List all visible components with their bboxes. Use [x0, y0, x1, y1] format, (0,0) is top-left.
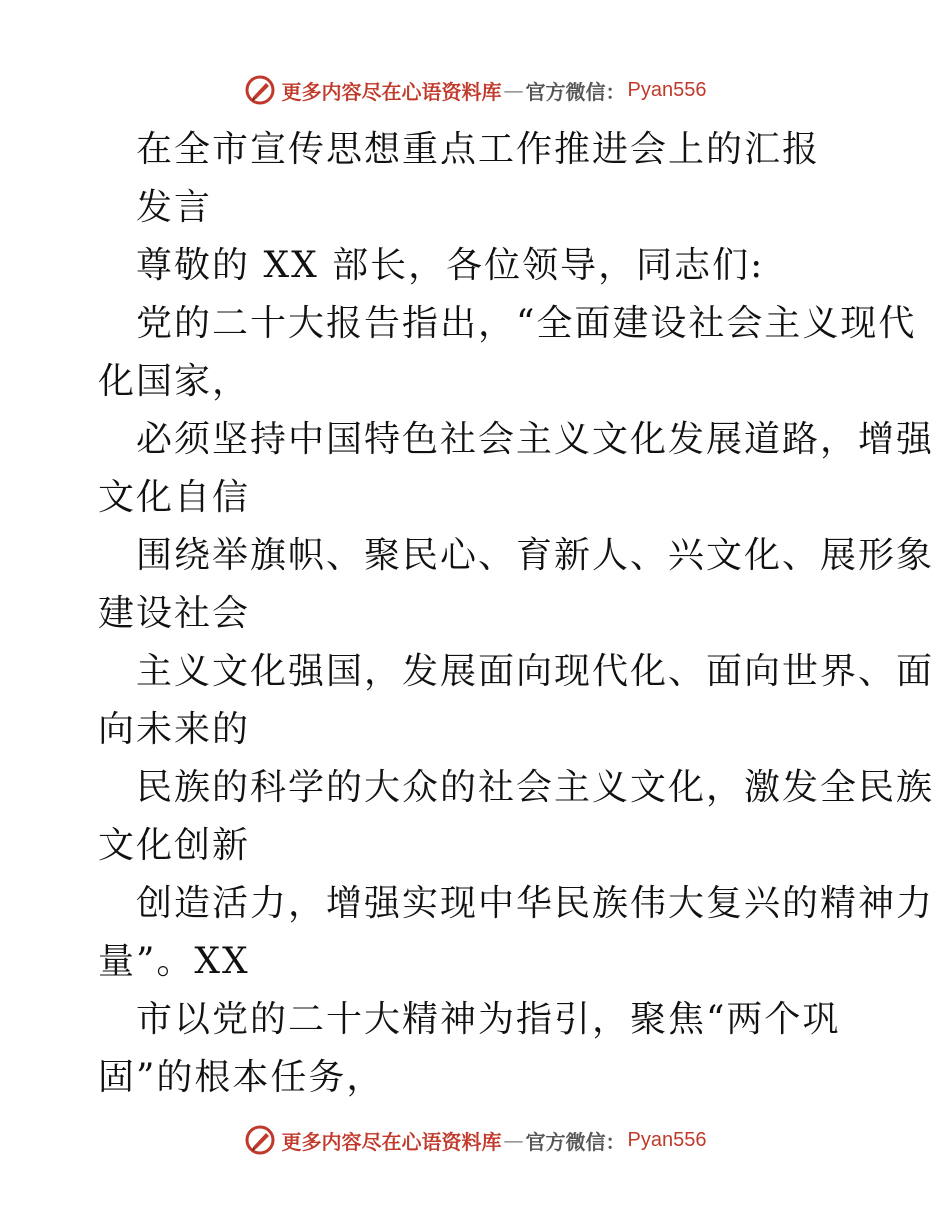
banner-wechat-id: Pyan556: [627, 1128, 707, 1151]
banner-wechat-label: 官方微信：: [525, 1129, 626, 1154]
paragraph-line: 围绕举旗帜、聚民心、育新人、兴文化、展形象: [136, 535, 935, 576]
salutation: 尊敬的 XX 部长，各位领导，同志们:: [136, 245, 765, 286]
document-title-line-2: 发言: [136, 187, 213, 228]
paragraph-line: 文化自信: [98, 477, 251, 518]
banner-text: 更多内容尽在心语资料库: [281, 1129, 502, 1154]
paragraph-line: 党的二十大报告指出，“全面建设社会主义现代: [136, 303, 917, 344]
paragraph-line: 创造活力，增强实现中华民族伟大复兴的精神力: [136, 883, 935, 924]
paragraph-line: 市以党的二十大精神为指引，聚焦“两个巩: [136, 999, 841, 1040]
paragraph-line: 文化创新: [98, 825, 251, 866]
paragraph-line: 化国家，: [98, 361, 251, 402]
banner-text: 更多内容尽在心语资料库: [281, 79, 502, 104]
document-title-line-1: 在全市宣传思想重点工作推进会上的汇报: [136, 129, 821, 170]
banner-wechat-id: Pyan556: [627, 78, 707, 101]
paragraph-line: 向未来的: [98, 709, 251, 750]
banner-separator: —: [503, 1128, 524, 1152]
banner-separator: —: [503, 78, 524, 102]
banner-wechat-label: 官方微信：: [525, 79, 626, 104]
header-banner: [0, 70, 950, 110]
footer-banner: [0, 1120, 950, 1160]
paragraph-line: 量”。XX: [98, 941, 250, 982]
paragraph-line: 民族的科学的大众的社会主义文化，激发全民族: [136, 767, 935, 808]
pen-logo-icon: [244, 1124, 276, 1156]
paragraph-line: 必须坚持中国特色社会主义文化发展道路，增强: [136, 419, 935, 460]
pen-logo-icon: [244, 74, 276, 106]
paragraph-line: 主义文化强国，发展面向现代化、面向世界、面: [136, 651, 935, 692]
paragraph-line: 建设社会: [98, 593, 251, 634]
paragraph-line: 固”的根本任务，: [98, 1057, 385, 1098]
